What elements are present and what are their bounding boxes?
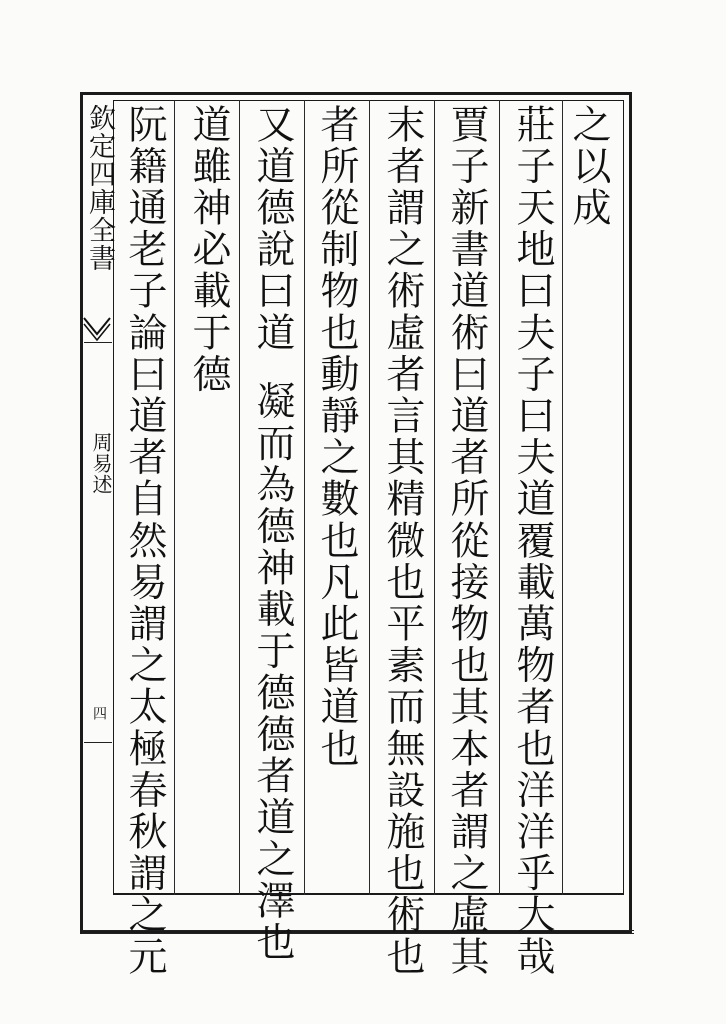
text-column-8: 阮籍通老子論曰道者自然易謂之太極春秋謂之元 [122, 104, 167, 978]
text-column-5: 者所從制物也動靜之數也凡此皆道也 [314, 104, 359, 770]
column-divider [174, 100, 175, 895]
text-column-6-part-2: 凝而為德神載于德德者道之澤也 [250, 380, 295, 964]
margin-rule [84, 342, 112, 343]
text-column-4: 末者謂之術虛者言其精微也平素而無設施也術也 [380, 104, 425, 978]
text-column-1: 之以成 [566, 104, 611, 229]
column-divider [499, 100, 500, 895]
page-number: 四 [91, 706, 107, 720]
column-divider [562, 100, 563, 895]
margin-rule [84, 742, 112, 743]
collection-title: 欽定四庫全書 [84, 104, 115, 272]
text-column-7: 道雖神必載于德 [186, 104, 231, 396]
column-divider [434, 100, 435, 895]
text-column-6 [250, 104, 294, 963]
text-column-3: 賈子新書道術曰道者所從接物也其本者謂之虛其 [444, 104, 489, 978]
column-divider [304, 100, 305, 895]
text-column-6-part-1: 又道德說曰道 [250, 104, 295, 354]
book-title: 周易述 [89, 432, 113, 495]
text-column-2: 莊子天地曰夫子曰夫道覆載萬物者也洋洋乎大哉 [510, 104, 555, 978]
column-divider [369, 100, 370, 895]
column-divider [239, 100, 240, 895]
fishtail-mark-icon [82, 316, 112, 342]
